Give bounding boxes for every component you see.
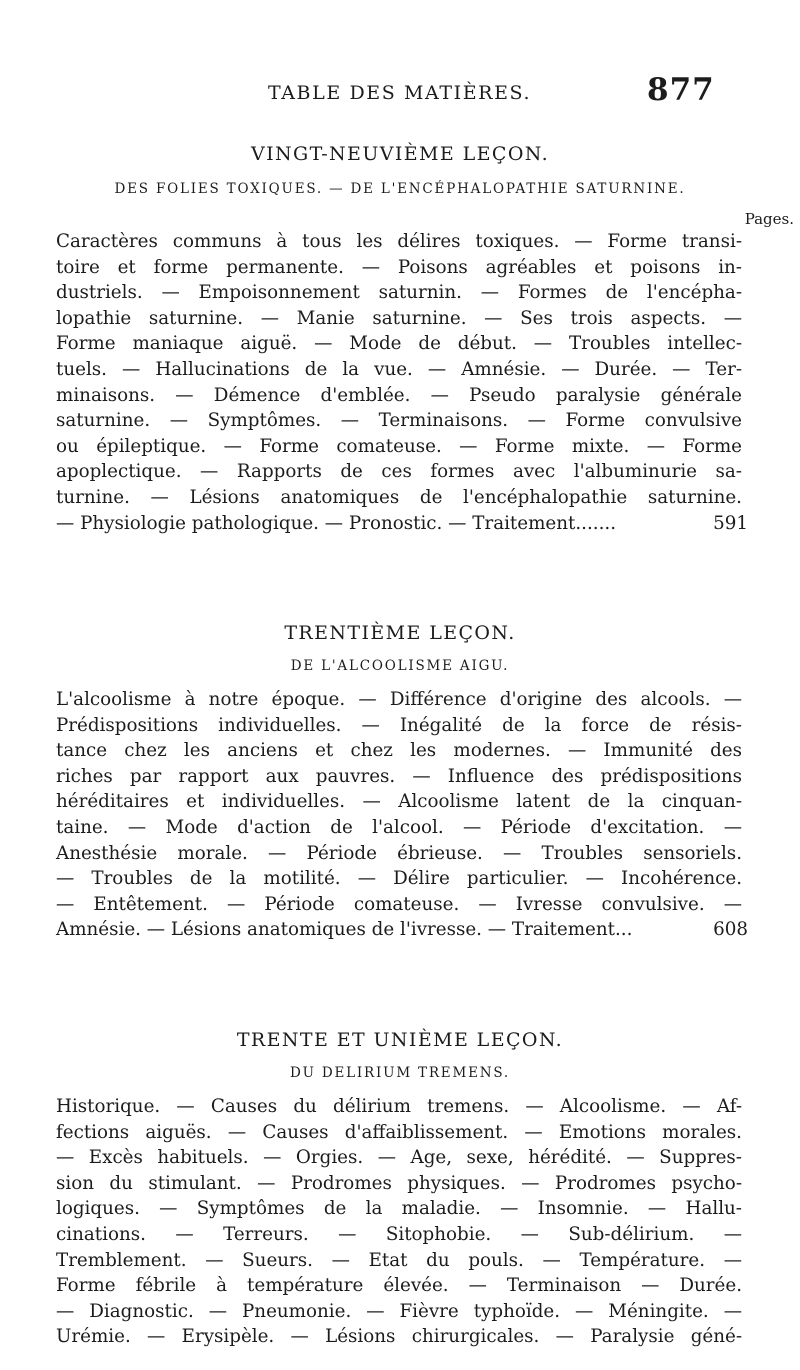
summary-line: Forme maniaque aiguë. — Mode de début. — Troubles intellec- [56, 333, 742, 355]
summary-line: logiques. — Symptômes de la maladie. — Insomnie. — Hallu- [56, 1198, 742, 1220]
summary-line: — Entêtement. — Période comateuse. — Ivresse convulsive. — [56, 893, 742, 915]
summary-line: fections aiguës. — Causes d'affaiblissement. — Emotions morales. [56, 1121, 742, 1143]
toc-page-number: 591 [713, 512, 748, 534]
summary-line: apoplectique. — Rapports de ces formes avec l'albuminurie sa- [56, 461, 742, 483]
summary-line: Urémie. — Erysipèle. — Lésions chirurgicales. — Paralysie géné- [56, 1326, 742, 1348]
lecon-title: VINGT-NEUVIÈME LEÇON. [250, 143, 550, 165]
lecon-31-summary [56, 1094, 742, 1350]
lecon-31-subheader [0, 1065, 800, 1081]
lecon-subtitle: DU DELIRIUM TREMENS. [289, 1065, 511, 1081]
summary-line: toire et forme permanente. — Poisons agréables et poisons in- [56, 256, 742, 278]
page-number: 877 [647, 72, 715, 108]
summary-line: tance chez les anciens et chez les modernes. — Immunité des [56, 740, 742, 762]
lecon-30-subheader [0, 658, 800, 674]
summary-line: riches par rapport aux pauvres. — Influence des prédispositions [56, 765, 742, 787]
summary-line: Prédispositions individuelles. — Inégalité de la force de résis- [56, 714, 742, 736]
toc-page-number: 608 [713, 919, 748, 941]
summary-line: minaisons. — Démence d'emblée. — Pseudo paralysie générale [56, 384, 742, 406]
running-head [0, 72, 800, 112]
summary-last-line [56, 511, 748, 537]
lecon-29-header [0, 143, 800, 165]
summary-line: dustriels. — Empoisonnement saturnin. — Formes de l'encépha- [56, 282, 742, 304]
lecon-30-header [0, 622, 800, 644]
lecon-title: TRENTIÈME LEÇON. [284, 622, 516, 644]
summary-line: turnine. — Lésions anatomiques de l'encéphalopathie saturnine. [56, 486, 742, 508]
summary-line: Historique. — Causes du délirium tremens. — Alcoolisme. — Af- [56, 1096, 742, 1117]
pages-label: Pages. [744, 210, 794, 228]
summary-line: — Excès habituels. — Orgies. — Age, sexe, hérédité. — Suppres- [56, 1147, 742, 1169]
summary-line: — Physiologie pathologique. — Pronostic. — Traitement....... [56, 512, 617, 534]
lecon-subtitle: DES FOLIES TOXIQUES. — DE L'ENCÉPHALOPATHIE SATURNINE. [114, 181, 686, 197]
lecon-29-summary [56, 229, 748, 536]
summary-line: — Diagnostic. — Pneumonie. — Fièvre typhoïde. — Méningite. — [56, 1300, 742, 1322]
summary-line: lopathie saturnine. — Manie saturnine. — Ses trois aspects. — [56, 307, 742, 329]
summary-line: Amnésie. — Lésions anatomiques de l'ivresse. — Traitement... [56, 919, 633, 941]
summary-line: héréditaires et individuelles. — Alcoolisme latent de la cinquan- [56, 791, 742, 813]
summary-line: sion du stimulant. — Prodromes physiques. — Prodromes psycho- [56, 1172, 742, 1194]
summary-line: — Troubles de la motilité. — Délire particulier. — Incohérence. [56, 868, 742, 890]
lecon-title: TRENTE ET UNIÈME LEÇON. [236, 1029, 564, 1051]
lecon-30-summary [56, 687, 748, 943]
summary-line: Caractères communs à tous les délires toxiques. — Forme transi- [56, 231, 742, 252]
lecon-29-subheader [0, 181, 800, 197]
summary-line: L'alcoolisme à notre époque. — Différence d'origine des alcools. — [56, 689, 742, 710]
summary-line: saturnine. — Symptômes. — Terminaisons. — Forme convulsive [56, 410, 742, 432]
lecon-subtitle: DE L'ALCOOLISME AIGU. [290, 658, 510, 674]
summary-last-line [56, 917, 748, 943]
summary-line: Forme fébrile à température élevée. — Terminaison — Durée. [56, 1275, 742, 1297]
summary-line: Tremblement. — Sueurs. — Etat du pouls. — Température. — [56, 1249, 742, 1271]
summary-line: taine. — Mode d'action de l'alcool. — Période d'excitation. — [56, 816, 742, 838]
lecon-31-header [0, 1029, 800, 1051]
summary-line: tuels. — Hallucinations de la vue. — Amnésie. — Durée. — Ter- [56, 358, 742, 380]
running-head-title: TABLE DES MATIÈRES. [268, 82, 532, 104]
summary-line: ou épileptique. — Forme comateuse. — Forme mixte. — Forme [56, 435, 742, 457]
summary-line: cinations. — Terreurs. — Sitophobie. — Sub-délirium. — [56, 1223, 742, 1245]
summary-line: Anesthésie morale. — Période ébrieuse. — Troubles sensoriels. [56, 842, 742, 864]
